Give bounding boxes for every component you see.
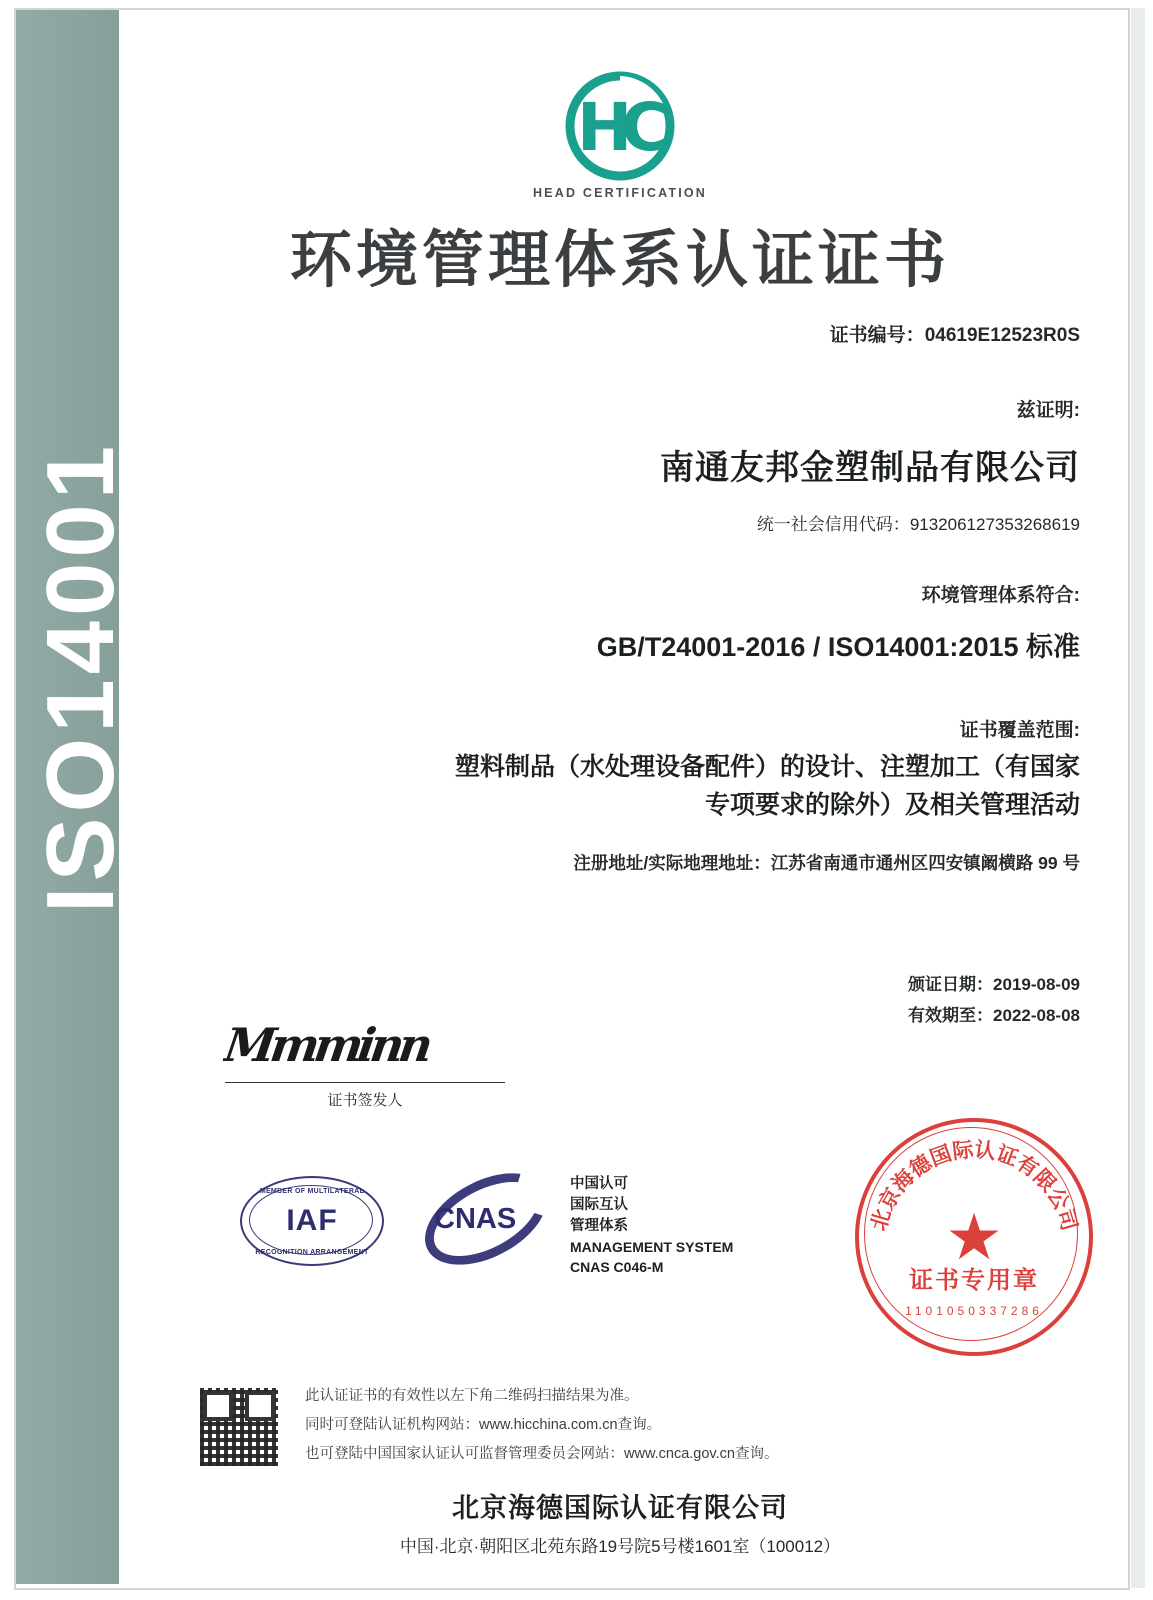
issuer-company-name: 北京海德国际认证有限公司 — [452, 1493, 788, 1524]
scope-line-2: 专项要求的除外）及相关管理活动 — [704, 789, 1080, 819]
scope-line-1: 塑料制品（水处理设备配件）的设计、注塑加工（有国家 — [454, 752, 1080, 781]
qr-code[interactable] — [200, 1388, 278, 1466]
cnas-desc-line-4: MANAGEMENT SYSTEM — [570, 1239, 734, 1256]
page-title: 环境管理体系认证证书 — [289, 223, 950, 296]
scope-text — [340, 748, 1080, 823]
signature-line — [225, 1082, 505, 1083]
cnas-text: CNAS — [434, 1203, 517, 1235]
footnote-line-1: 此认证证书的有效性以左下角二维码扫描结果为准。 — [305, 1388, 639, 1404]
expiry-date-row — [908, 1001, 1080, 1032]
credit-code-label: 统一社会信用代码： — [756, 515, 910, 534]
signature-block — [221, 1010, 605, 1110]
certificate-number-value: 04619E12523R0S — [924, 325, 1080, 346]
footnote-line-3: 也可登陆中国国家认证认可监督管理委员会网站：www.cnca.gov.cn查询。 — [305, 1446, 779, 1462]
footnotes — [305, 1382, 778, 1469]
scope-label: 证书覆盖范围: — [959, 720, 1080, 741]
conformity-label: 环境管理体系符合: — [921, 585, 1080, 606]
date-block — [908, 970, 1080, 1031]
logo-subtitle: HEAD CERTIFICATION — [532, 186, 708, 200]
issue-date-row — [908, 970, 1080, 1001]
accreditation-marks — [225, 1168, 845, 1278]
credit-code-value: 913206127353268619 — [909, 515, 1080, 534]
hereby-label: 兹证明: — [1016, 400, 1080, 421]
seal-code: 1101050337286 — [905, 1304, 1043, 1318]
side-band — [16, 10, 134, 1584]
iaf-logo-icon — [240, 1176, 384, 1266]
cnas-desc-line-5: CNAS C046-M — [570, 1259, 664, 1276]
cnas-desc-line-1: 中国认可 — [570, 1176, 628, 1192]
certificate-content — [130, 20, 1110, 1576]
issuer-address: 中国·北京·朝阳区北苑东路19号院5号楼1601室（100012） — [399, 1537, 841, 1556]
iaf-text: IAF — [286, 1204, 338, 1237]
official-red-seal — [855, 1118, 1093, 1356]
svg-text:C: C — [621, 89, 670, 166]
cnas-logo-icon — [420, 1176, 555, 1262]
signature-mark: Mmminn — [221, 1018, 432, 1072]
address-value: 江苏省南通市通州区四安镇阚横路 99 号 — [770, 853, 1080, 873]
cnas-description — [570, 1174, 733, 1278]
address-row — [573, 850, 1080, 875]
signature-label: 证书签发人 — [327, 1092, 403, 1109]
issue-date-value: 2019-08-09 — [993, 975, 1080, 994]
footnote-line-2: 同时可登陆认证机构网站：www.hicchina.com.cn查询。 — [305, 1417, 662, 1433]
svg-text:H: H — [577, 89, 633, 166]
address-label: 注册地址/实际地理地址： — [573, 853, 771, 873]
side-band-label: ISO14001 — [27, 440, 134, 914]
company-name: 南通友邦金塑制品有限公司 — [660, 448, 1080, 488]
certificate-number-row — [830, 320, 1080, 347]
hc-logo-icon — [525, 68, 715, 193]
standard-value: GB/T24001-2016 / ISO14001:2015 标准 — [596, 632, 1080, 662]
cnas-desc-line-3: 管理体系 — [570, 1218, 628, 1235]
cnas-desc-line-2: 国际互认 — [570, 1197, 628, 1214]
iaf-top-text: MEMBER OF MULTILATERAL — [259, 1188, 365, 1195]
head-certification-logo — [525, 68, 715, 218]
page-right-edge — [1131, 8, 1145, 1588]
issue-date-label: 颁证日期： — [908, 975, 994, 994]
certificate-number-label: 证书编号： — [829, 325, 925, 346]
credit-code-row — [757, 510, 1080, 535]
expiry-date-label: 有效期至： — [908, 1005, 994, 1025]
iaf-bottom-text: RECOGNITION ARRANGEMENT — [255, 1249, 369, 1256]
seal-arc-label: 北京海德国际认证有限公司 — [866, 1137, 1082, 1234]
seal-center-label: 证书专用章 — [909, 1266, 1039, 1294]
expiry-date-value: 2022-08-08 — [993, 1005, 1080, 1025]
seal-star-icon: ★ — [945, 1201, 1003, 1273]
